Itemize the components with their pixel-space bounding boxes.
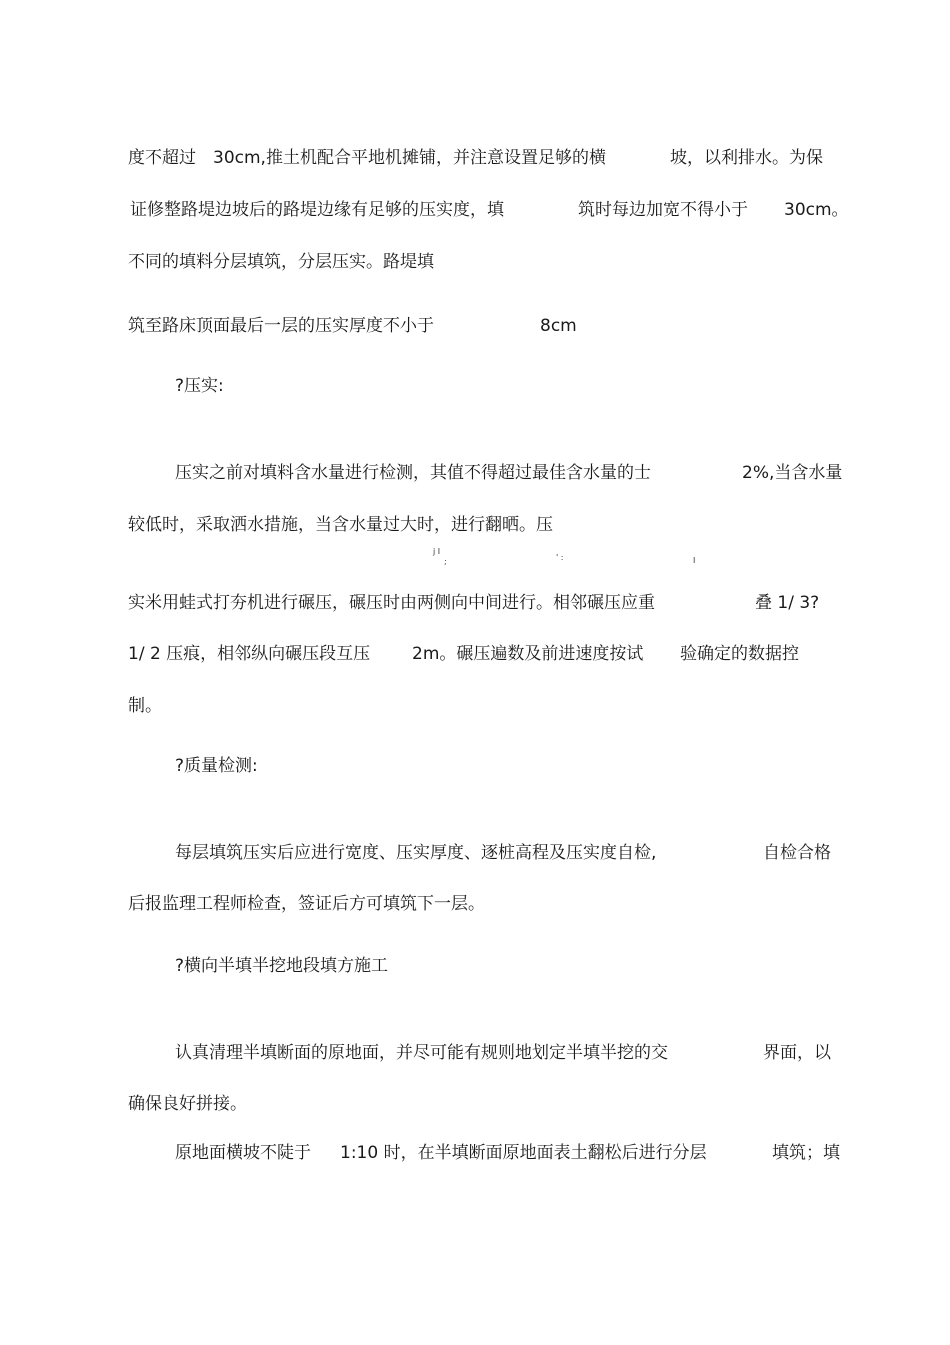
text-line-9: 制。 (128, 696, 162, 716)
text-line-8b: 2m。碾压遍数及前进速度按试 (412, 644, 644, 664)
text-line-14b: 1:10 时，在半填断面原地面表土翻松后进行分层 (340, 1143, 707, 1163)
text-line-4b: 8cm (540, 316, 577, 336)
scan-mark-2: ' : (556, 553, 564, 562)
text-line-5b: 2%,当含水量 (742, 463, 843, 483)
text-line-8a: 1/ 2 压痕，相邻纵向碾压段互压 (128, 644, 371, 664)
text-line-1b: 30cm,推土机配合平地机摊铺，并注意设置足够的横 (213, 148, 606, 168)
text-line-10b: 自检合格 (763, 843, 831, 863)
section-heading-quality: ?质量检测: (175, 756, 258, 776)
text-line-12b: 界面，以 (763, 1043, 831, 1063)
text-line-2a: 证修整路堤边坡后的路堤边缘有足够的压实度，填 (130, 200, 504, 220)
text-line-5a: 压实之前对填料含水量进行检测，其值不得超过最佳含水量的士 (175, 463, 651, 483)
scan-mark-3: I (693, 556, 696, 565)
text-line-2b: 筑时每边加宽不得小于 (578, 200, 748, 220)
text-line-3: 不同的填料分层填筑，分层压实。路堤填 (128, 252, 434, 272)
text-line-6: 较低时，采取洒水措施，当含水量过大时，进行翻晒。压 (128, 515, 553, 535)
text-line-12a: 认真清理半填断面的原地面，并尽可能有规则地划定半填半挖的交 (175, 1043, 668, 1063)
text-line-14a: 原地面横坡不陡于 (175, 1143, 311, 1163)
text-line-2c: 30cm。 (784, 200, 849, 220)
text-line-7a: 实米用蛙式打夯机进行碾压，碾压时由两侧向中间进行。相邻碾压应重 (128, 593, 655, 613)
section-heading-half-fill: ?横向半填半挖地段填方施工 (175, 956, 389, 976)
scan-mark-1b: ; (444, 557, 447, 566)
scan-mark-1: j I (433, 547, 441, 556)
text-line-13: 确保良好拼接。 (128, 1094, 247, 1114)
text-line-11: 后报监理工程师检查，签证后方可填筑下一层。 (128, 894, 485, 914)
section-heading-compaction: ?压实: (175, 376, 224, 396)
text-line-1c: 坡，以利排水。为保 (670, 148, 823, 168)
text-line-1a: 度不超过 (128, 148, 196, 168)
text-line-10a: 每层填筑压实后应进行宽度、压实厚度、逐桩高程及压实度自检, (175, 843, 657, 863)
text-line-14c: 填筑；填 (772, 1143, 840, 1163)
text-line-8c: 验确定的数据控 (680, 644, 799, 664)
text-line-4a: 筑至路床顶面最后一层的压实厚度不小于 (128, 316, 434, 336)
text-line-7b: 叠 1/ 3? (755, 593, 820, 613)
